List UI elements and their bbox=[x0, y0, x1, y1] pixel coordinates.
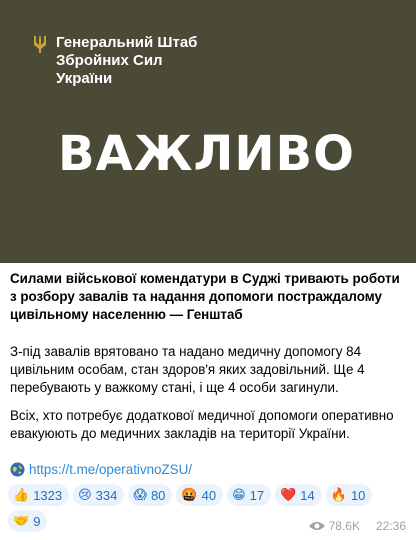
handshake-icon: 🤝 bbox=[13, 513, 30, 529]
post-paragraph-1: З-під завалів врятовано та надано медичну допомогу 84 цивільним особам, стан здоров'я яких задовільний. Ще 4 перебувають у важкому стані, і ще 4 особи загинули. bbox=[10, 344, 365, 395]
reaction-count: 40 bbox=[201, 487, 217, 503]
org-name bbox=[56, 34, 197, 88]
reaction-count: 10 bbox=[350, 487, 366, 503]
reaction-scream[interactable] bbox=[128, 484, 172, 506]
thumbs-up-icon: 👍 bbox=[13, 487, 30, 503]
reaction-grin[interactable] bbox=[227, 484, 271, 506]
grinning-face-icon: 😁 bbox=[232, 487, 246, 503]
post-link[interactable]: https://t.me/operativnoZSU/ bbox=[29, 462, 192, 477]
reaction-count: 17 bbox=[249, 487, 265, 503]
post-paragraph-2: Всіх, хто потребує додаткової медичної допомоги оперативно евакуюють до медичних закладів на території України. bbox=[10, 408, 394, 441]
eye-icon bbox=[309, 521, 325, 531]
post-title bbox=[10, 270, 408, 324]
reaction-handshake[interactable] bbox=[8, 510, 47, 532]
banner-headline: ВАЖЛИВО bbox=[58, 126, 355, 182]
reaction-fire[interactable] bbox=[326, 484, 373, 506]
reaction-count: 9 bbox=[33, 513, 41, 529]
reaction-count: 14 bbox=[300, 487, 315, 503]
post-time: 22:36 bbox=[375, 519, 406, 533]
org-line-2: Збройних Сил bbox=[56, 52, 163, 69]
view-count: 78.6K bbox=[328, 519, 360, 533]
heart-icon: ❤️ bbox=[280, 487, 297, 503]
org-line-3: України bbox=[56, 70, 113, 87]
org-line-1: Генеральний Штаб bbox=[56, 34, 198, 51]
angry-face-icon: 🤬 bbox=[181, 487, 198, 503]
trident-icon bbox=[34, 35, 46, 53]
reaction-heart[interactable] bbox=[275, 484, 322, 506]
post-link-row bbox=[10, 462, 192, 477]
screaming-face-icon: 😱 bbox=[133, 487, 147, 503]
reaction-count: 1323 bbox=[33, 487, 63, 503]
globe-icon bbox=[10, 462, 25, 477]
reaction-crying[interactable] bbox=[73, 484, 124, 506]
crying-face-icon: 😢 bbox=[78, 487, 92, 503]
reaction-count: 80 bbox=[150, 487, 166, 503]
fire-icon: 🔥 bbox=[330, 487, 347, 503]
reaction-angry[interactable] bbox=[176, 484, 223, 506]
post-title-text: Силами військової комендатури в Суджі тривають роботи з розбору завалів та надання допомоги постраждалому цивільному населенню — Генштаб bbox=[10, 271, 400, 322]
reaction-count: 334 bbox=[95, 487, 118, 503]
post-meta bbox=[309, 519, 406, 533]
post-image-banner[interactable] bbox=[0, 0, 416, 263]
reaction-thumbs-up[interactable] bbox=[8, 484, 69, 506]
